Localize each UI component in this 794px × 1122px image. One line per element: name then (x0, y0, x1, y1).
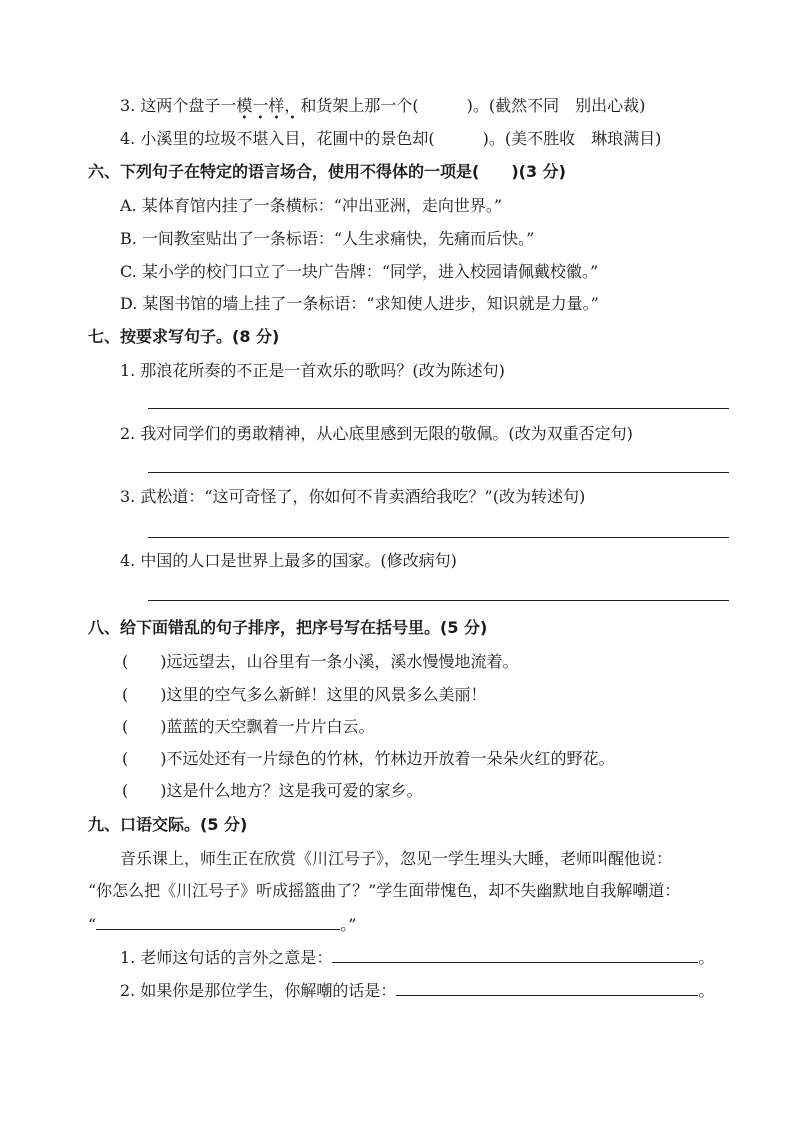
answer-blank[interactable] (96, 913, 340, 930)
s9-q1-label: 1. 老师这句话的言外之意是： (120, 948, 333, 967)
s9-q2-label: 2. 如果你是那位学生，你解嘲的话是： (120, 981, 397, 1000)
order-blank[interactable]: ( ) (122, 749, 167, 768)
option-d: D. 某图书馆的墙上挂了一条标语：“求知使人进步，知识就是力量。” (120, 294, 599, 313)
s7-question-2: 2. 我对同学们的勇敢精神，从心底里感到无限的敬佩。(改为双重否定句) (120, 424, 633, 443)
sort-item-text: 不远处还有一片绿色的竹林，竹林边开放着一朵朵火红的野花。 (166, 749, 615, 768)
option-a: A. 某体育馆内挂了一条横标：“冲出亚洲，走向世界。” (120, 196, 503, 215)
sort-item (122, 685, 487, 705)
order-blank[interactable]: ( ) (122, 717, 167, 736)
answer-line[interactable] (148, 600, 729, 601)
dotted-char: 不 (236, 129, 253, 148)
order-blank[interactable]: ( ) (122, 652, 167, 671)
sort-item-text: 远远望去，山谷里有一条小溪，溪水慢慢地流着。 (166, 652, 519, 671)
close-quote: 。” (340, 915, 357, 934)
s9-question-2 (120, 979, 714, 1001)
s7-question-3: 3. 武松道：“这可奇怪了，你如何不肯卖酒给我吃？”(改为转述句) (120, 487, 586, 506)
section-8-title: 八、给下面错乱的句子排序，把序号写在括号里。(5 分) (88, 618, 488, 637)
sort-item (122, 749, 615, 769)
sort-item-text: 蓝蓝的天空飘着一片片白云。 (166, 717, 375, 736)
option-c: C. 某小学的校门口立了一块广告牌：“同学，进入校园请佩戴校徽。” (120, 262, 599, 281)
answer-line[interactable] (148, 472, 729, 473)
q4-suffix: ，花圃中的景色却( )。(美不胜收 琳琅满目) (300, 129, 662, 148)
section-6-title: 六、下列句子在特定的语言场合，使用不得体的一项是( )(3 分) (88, 162, 566, 181)
sort-item (122, 717, 375, 737)
sort-item-text: 这里的空气多么新鲜！这里的风景多么美丽！ (166, 685, 487, 704)
order-blank[interactable]: ( ) (122, 781, 167, 800)
section-9-title: 九、口语交际。(5 分) (88, 815, 248, 834)
end-mark: 。 (698, 981, 715, 1000)
question-4 (120, 129, 661, 149)
sort-item (122, 781, 423, 801)
section-7-title: 七、按要求写句子。(8 分) (88, 327, 280, 346)
open-quote: “ (88, 915, 97, 934)
dialogue-answer (88, 913, 356, 935)
s9-question-1 (120, 946, 714, 968)
dotted-char: 堪 (252, 129, 269, 148)
s7-question-4: 4. 中国的人口是世界上最多的国家。(修改病句) (120, 551, 457, 570)
sort-item-text: 这是什么地方？这是我可爱的家乡。 (166, 781, 423, 800)
q4-prefix: 4. 小溪里的垃圾 (120, 129, 237, 148)
question-3: 3. 这两个盘子一模一样，和货架上那一个( )。(截然不同 别出心裁) (120, 96, 646, 115)
answer-line[interactable] (148, 408, 729, 409)
dialogue-paragraph-1: 音乐课上，师生正在欣赏《川江号子》，忽见一学生埋头大睡，老师叫醒他说： (120, 849, 673, 868)
dotted-char: 入 (268, 129, 285, 148)
dialogue-paragraph-2: “你怎么把《川江号子》听成摇篮曲了？”学生面带愧色，却不失幽默地自我解嘲道： (88, 881, 681, 900)
answer-blank[interactable] (332, 946, 698, 963)
order-blank[interactable]: ( ) (122, 685, 167, 704)
s7-question-1: 1. 那浪花所奏的不正是一首欢乐的歌吗？(改为陈述句) (120, 361, 505, 380)
answer-line[interactable] (148, 537, 729, 538)
dotted-char: 目 (284, 129, 301, 148)
option-b: B. 一间教室贴出了一条标语：“人生求痛快，先痛而后快。” (120, 229, 535, 248)
answer-blank[interactable] (396, 979, 698, 996)
end-mark: 。 (698, 948, 715, 967)
sort-item (122, 652, 519, 672)
